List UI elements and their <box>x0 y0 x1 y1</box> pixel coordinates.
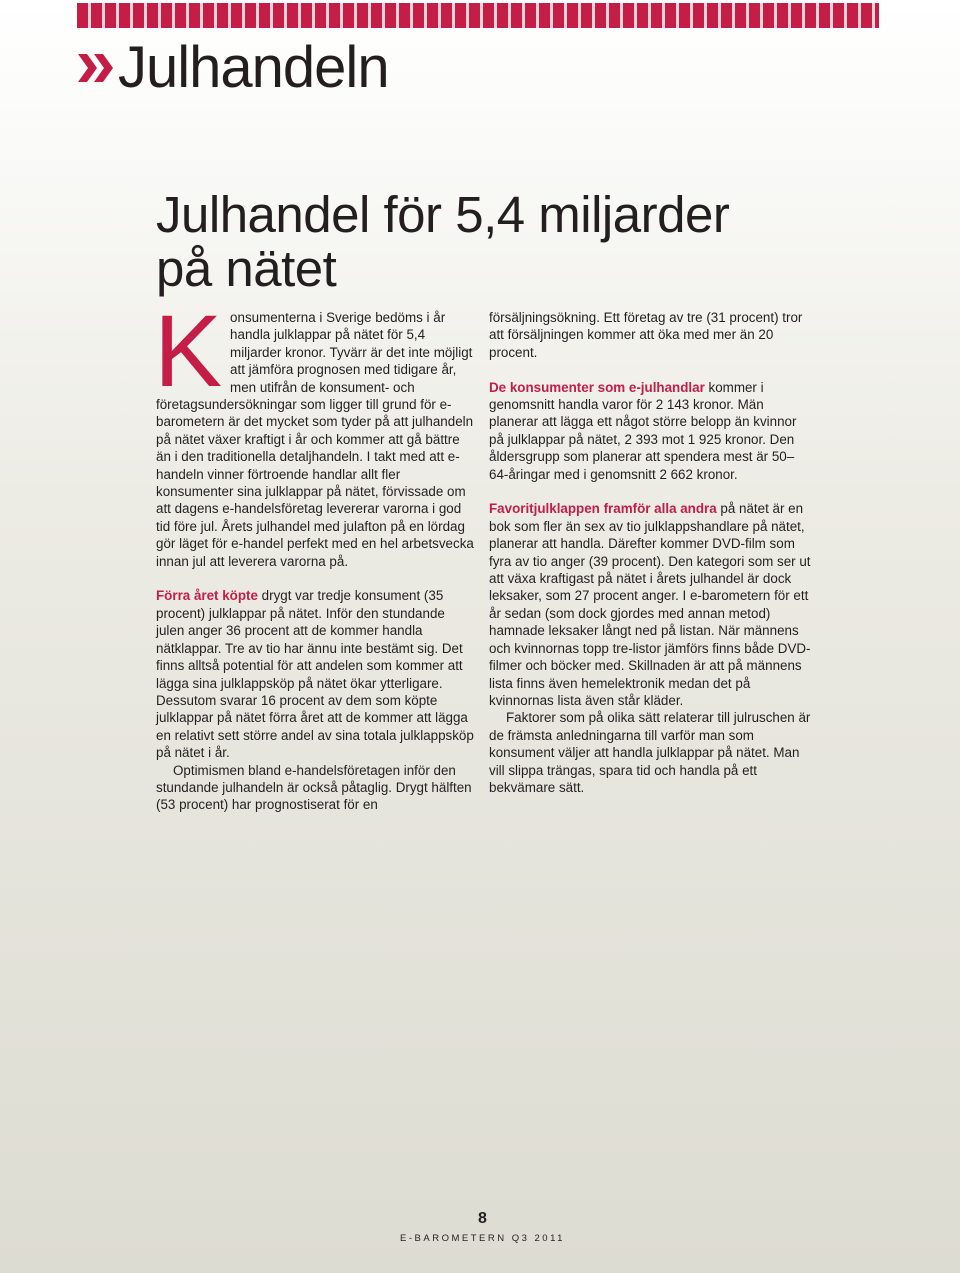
article-column-right <box>489 309 811 796</box>
drop-cap: K <box>154 294 223 408</box>
paragraph-lead: De konsumenter som e-julhandlar <box>489 379 705 395</box>
article-column-left <box>154 294 476 814</box>
paragraph-text: drygt var tredje konsument (35 procent) julklappar på nätet. Inför den stundande julen anger 36 procent att de kommer handla nätklappar. Tre av tio har ännu inte bestämt sig. Det finns alltså potential för att andelen som kommer att lägga sina julklappsköp på nätet ökar ytterligare. Dessutom svarar 16 procent av dem som köpte julklappar på nätet förra året att de kommer att lägga en relativt sett större andel av sina totala julklappsköp på nätet i år. <box>156 588 474 761</box>
section-header <box>78 36 389 100</box>
article-paragraph <box>154 294 476 570</box>
double-chevron-icon <box>78 51 116 85</box>
page-footer <box>400 1210 565 1244</box>
paragraph-lead: Favoritjulklappen framför alla andra <box>489 501 717 517</box>
headline-line-2: på nätet <box>156 240 337 297</box>
paragraph-text: på nätet är en bok som fler än sex av tio julklappshandlare på nätet, planerar att handla. Därefter kommer DVD-film som fyra av tio anger (39 procent). Den kategori som ser ut att växa kraftigast på nätet i årets julhandel är dock leksaker, som 27 procent anger. I e-barometern för ett år sedan (som dock gjordes med annan metod) hamnade leksaker långt ned på listan. När männens och kvinnornas topp tre-listor jämförs finns både DVD-filmer och böcker med. Skillnaden är att på männens lista finns även hemelektronik medan det på kvinnornas lista även står kläder. <box>489 501 811 708</box>
section-title: Julhandeln <box>118 35 389 100</box>
paragraph-lead: Förra året köpte <box>156 588 258 604</box>
article-headline <box>156 188 876 296</box>
headline-line-1: Julhandel för 5,4 miljarder <box>156 186 730 243</box>
article-paragraph: Faktorer som på olika sätt relaterar till julruschen är de främsta anledningarna till varför man som konsument väljer att handla julklappar på nätet. Man vill slippa trängas, spara tid och handla på ett bekvämare sätt. <box>489 710 811 795</box>
article-paragraph <box>156 587 476 761</box>
article-paragraph: försäljningsökning. Ett företag av tre (31 procent) tror att försäljningen kommer att öka med mer än 20 procent. <box>489 310 803 360</box>
article-paragraph <box>489 379 811 483</box>
article-paragraph <box>489 500 811 709</box>
publication-name: E-BAROMETERN Q3 2011 <box>400 1233 565 1244</box>
paragraph-text: kommer i genomsnitt handla varor för 2 143 kronor. Män planerar att lägga ett något större belopp än kvinnor på julklappar på nätet, 2 393 mot 1 925 kronor. Den åldersgrupp som planerar att spendera mest är 50–64-åringar med i genomsnitt 2 662 kronor. <box>489 379 797 482</box>
article-paragraph: Optimismen bland e-handelsföretagen inför den stundande julhandeln är också påtaglig. Drygt hälften (53 procent) har prognostiserat för en <box>156 762 472 813</box>
page-number: 8 <box>478 1210 487 1227</box>
paragraph-text: onsumenterna i Sverige bedöms i år handla julklappar på nätet för 5,4 miljarder kronor. Tyvärr är det inte möjligt att jämföra prognosen med tidigare år, men utifrån de konsument- och företagsundersökningar som ligger till grund för e-barometern är det mycket som tyder på att julhandeln på nätet växer kraftigt i år och kommer att gå bättre än i den traditionella detaljhandeln. I takt med att e-handeln vinner förtroende handlar allt fler konsumenter sina julklappar på nätet, förvissade om att dagens e-handelsföretag levererar varorna i god tid före jul. Årets julhandel med julafton på en lördag gör läget för e-handel perfekt med en hel arbetsvecka innan jul att leverera varorna på. <box>156 310 474 569</box>
decorative-stripe-bar <box>77 3 879 28</box>
